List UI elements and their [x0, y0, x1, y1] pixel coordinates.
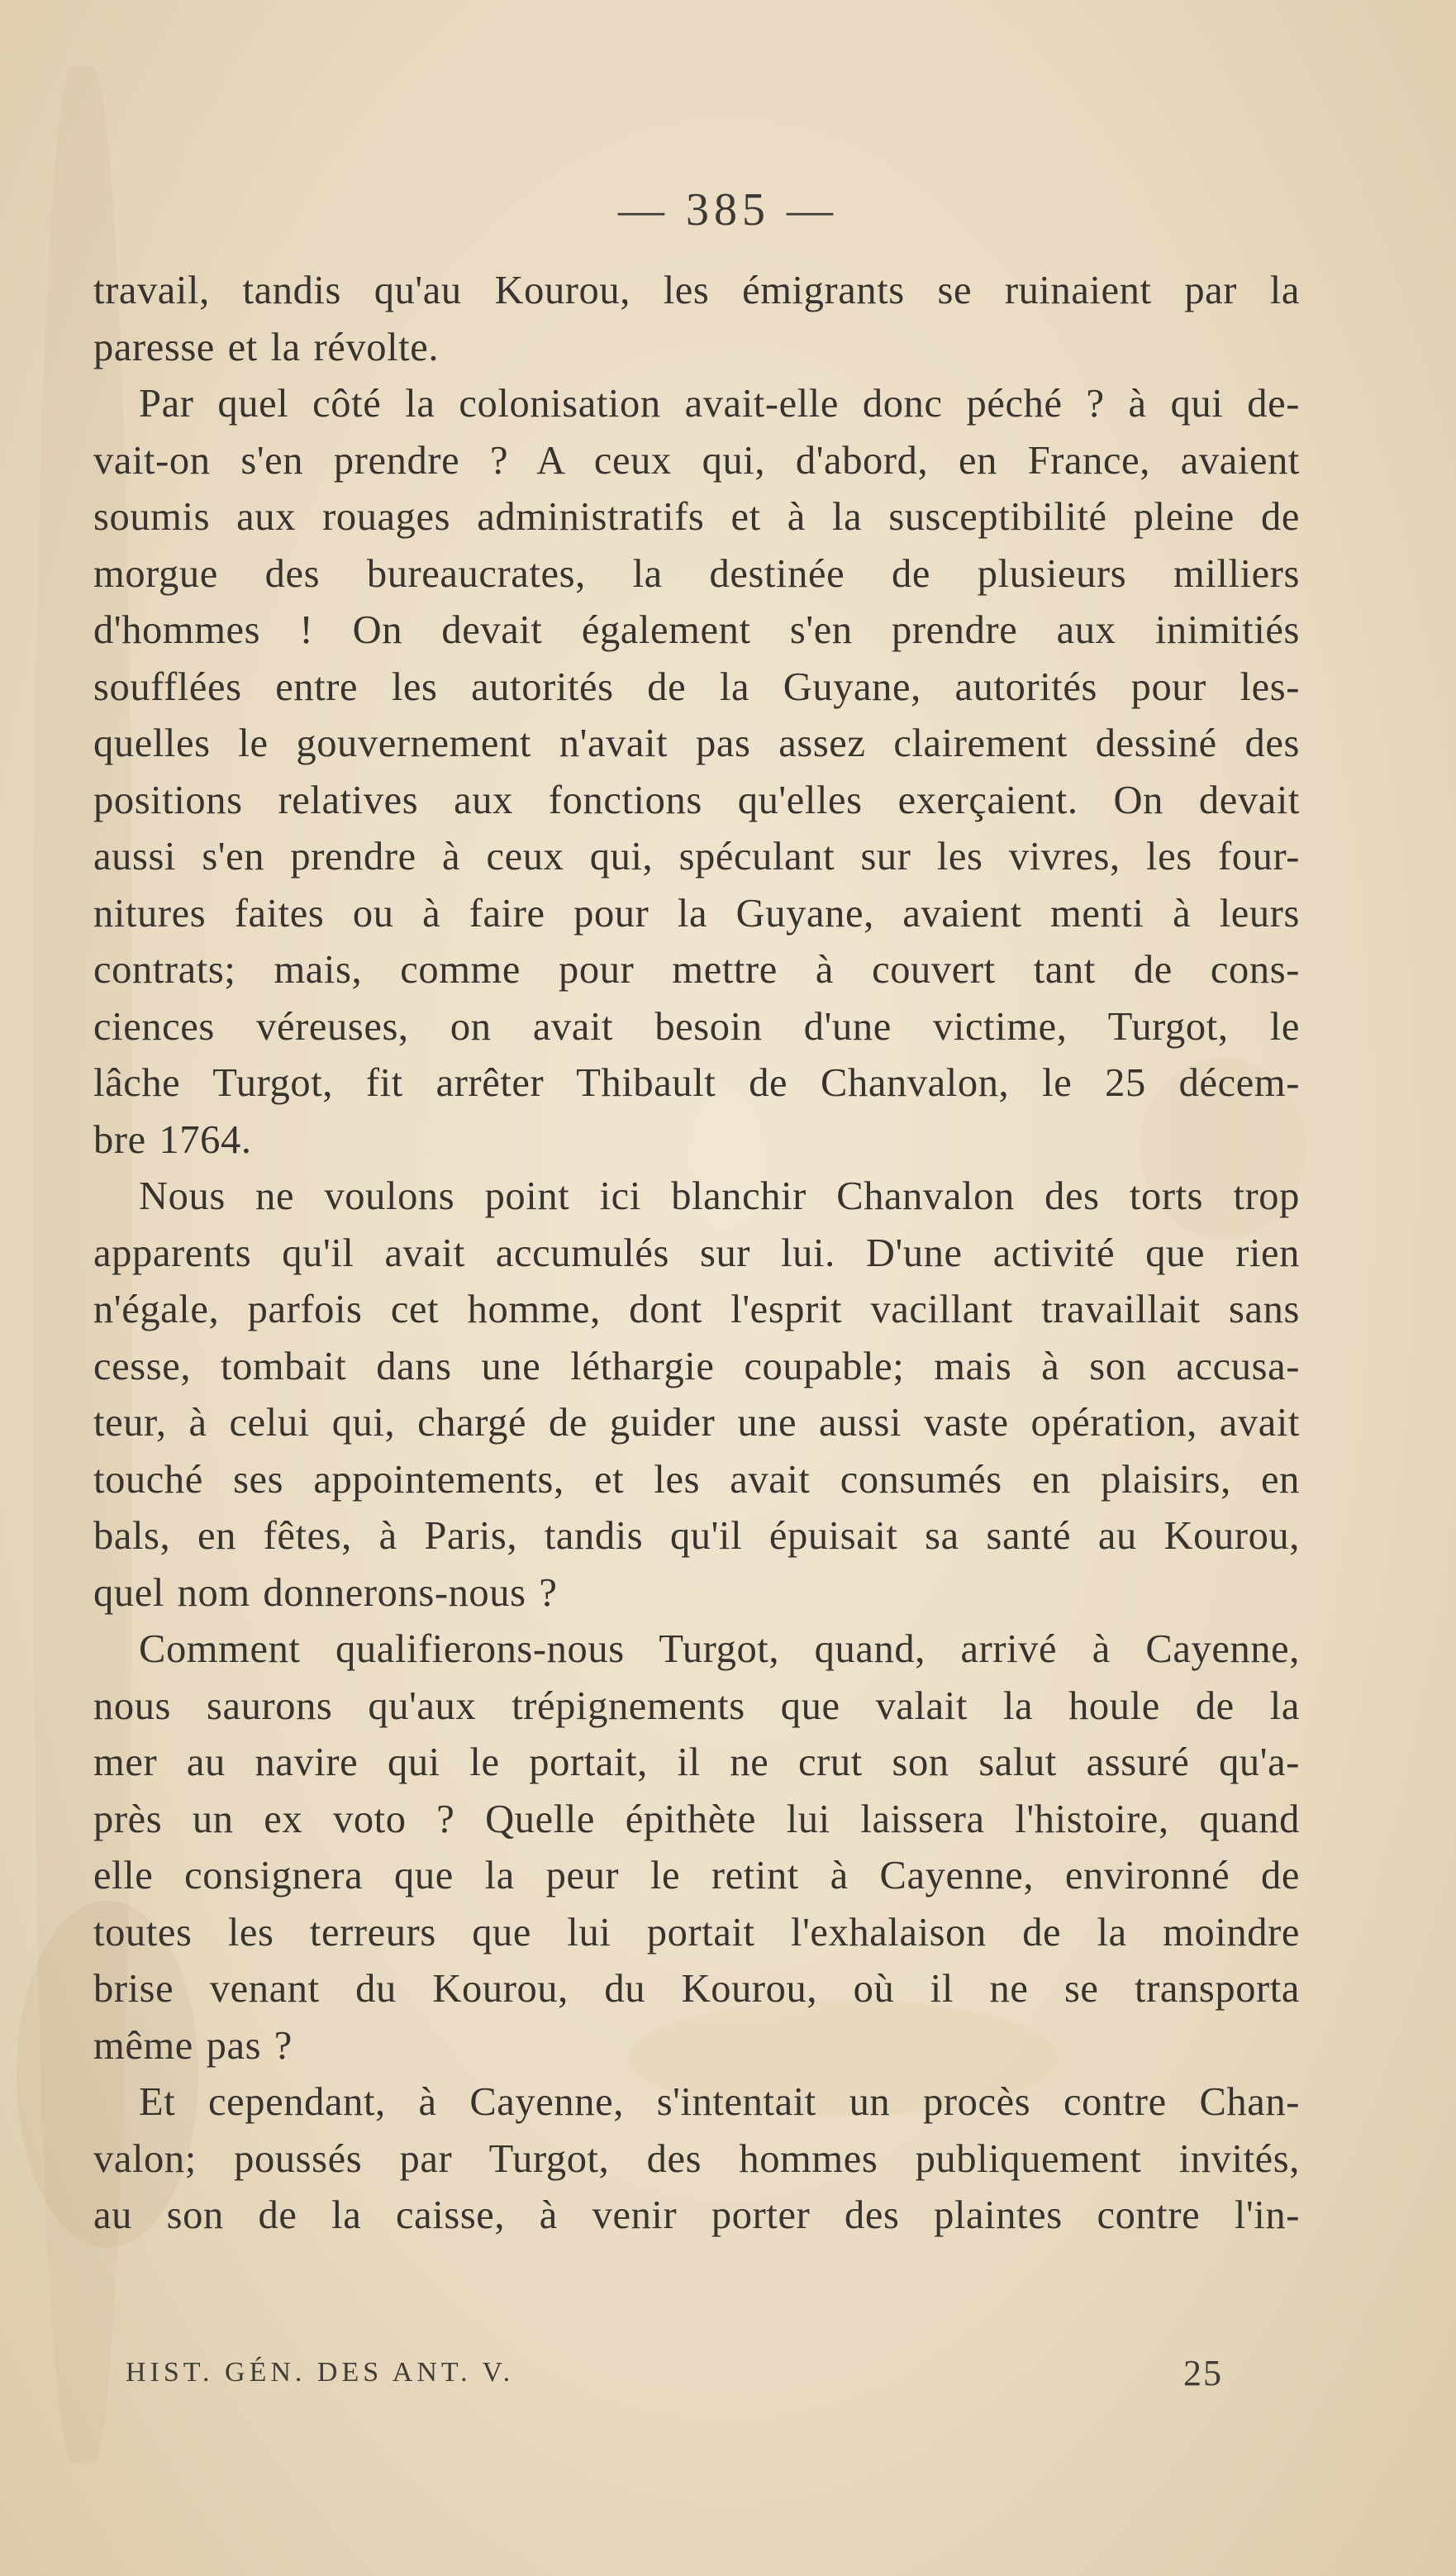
- text-line: cesse, tombait dans une léthargie coupable; mais à son accusa-: [93, 1344, 1300, 1388]
- text-line: bals, en fêtes, à Paris, tandis qu'il épuisait sa santé au Kourou,: [93, 1514, 1300, 1558]
- text-line: près un ex voto ? Quelle épithète lui laissera l'histoire, quand: [93, 1797, 1300, 1841]
- text-line: bre 1764.: [93, 1117, 252, 1162]
- text-line: quelles le gouvernement n'avait pas assez clairement dessiné des: [93, 721, 1300, 765]
- text-line: aussi s'en prendre à ceux qui, spéculant sur les vivres, les four-: [93, 835, 1300, 879]
- footer-signature-number: 25: [1183, 2353, 1223, 2393]
- text-line: soufflées entre les autorités de la Guyane, autorités pour les-: [93, 664, 1300, 709]
- paragraph: [93, 376, 1300, 1169]
- text-line: apparents qu'il avait accumulés sur lui. D'une activité que rien: [93, 1231, 1300, 1275]
- text-line: au son de la caisse, à venir porter des plaintes contre l'in-: [93, 2193, 1300, 2237]
- text-line: morgue des bureaucrates, la destinée de plusieurs milliers: [93, 551, 1300, 596]
- text-line: positions relatives aux fonctions qu'elles exerçaient. On devait: [93, 778, 1300, 822]
- text-line: n'égale, parfois cet homme, dont l'esprit vacillant travaillait sans: [93, 1288, 1300, 1331]
- text-line: Par quel côté la colonisation avait-elle donc péché ? à qui de-: [139, 382, 1300, 426]
- paragraph: [93, 2074, 1300, 2245]
- body-text: [93, 263, 1300, 2245]
- footer-signature: HIST. GÉN. DES ANT. V.: [126, 2357, 515, 2388]
- text-line: toutes les terreurs que lui portait l'exhalaison de la moindre: [93, 1910, 1300, 1955]
- text-line: d'hommes ! On devait également s'en prendre aux inimitiés: [93, 608, 1300, 652]
- text-line: lâche Turgot, fit arrêter Thibault de Chanvalon, le 25 décem-: [93, 1061, 1300, 1105]
- text-line: Comment qualifierons-nous Turgot, quand, arrivé à Cayenne,: [139, 1627, 1300, 1671]
- paragraph: [93, 1169, 1300, 1621]
- text-line: soumis aux rouages administratifs et à la susceptibilité pleine de: [93, 495, 1300, 539]
- text-line: quel nom donnerons-nous ?: [93, 1570, 558, 1615]
- text-line: nous saurons qu'aux trépignements que valait la houle de la: [93, 1683, 1300, 1728]
- text-line: elle consignera que la peur le retint à Cayenne, environné de: [93, 1854, 1300, 1897]
- text-line: Nous ne voulons point ici blanchir Chanvalon des torts trop: [139, 1174, 1300, 1218]
- text-line: touché ses appointements, et les avait consumés en plaisirs, en: [93, 1457, 1300, 1502]
- text-line: valon; poussés par Turgot, des hommes publiquement invités,: [93, 2136, 1300, 2181]
- text-line: même pas ?: [93, 2023, 293, 2068]
- text-line: paresse et la révolte.: [93, 325, 440, 369]
- page-number-header: — 385 —: [618, 184, 838, 236]
- text-line: mer au navire qui le portait, il ne crut son salut assuré qu'a-: [93, 1740, 1300, 1784]
- text-line: brise venant du Kourou, du Kourou, où il ne se transporta: [93, 1967, 1300, 2011]
- paragraph: [93, 263, 1300, 376]
- text-line: travail, tandis qu'au Kourou, les émigrants se ruinaient par la: [93, 269, 1300, 312]
- text-line: vait-on s'en prendre ? A ceux qui, d'abord, en France, avaient: [93, 438, 1300, 483]
- text-line: Et cependant, à Cayenne, s'intentait un procès contre Chan-: [139, 2080, 1300, 2124]
- paragraph: [93, 1621, 1300, 2074]
- text-line: nitures faites ou à faire pour la Guyane, avaient menti à leurs: [93, 891, 1300, 936]
- text-line: teur, à celui qui, chargé de guider une aussi vaste opération, avait: [93, 1401, 1300, 1445]
- text-line: contrats; mais, comme pour mettre à couvert tant de cons-: [93, 948, 1300, 992]
- text-line: ciences véreuses, on avait besoin d'une victime, Turgot, le: [93, 1004, 1300, 1049]
